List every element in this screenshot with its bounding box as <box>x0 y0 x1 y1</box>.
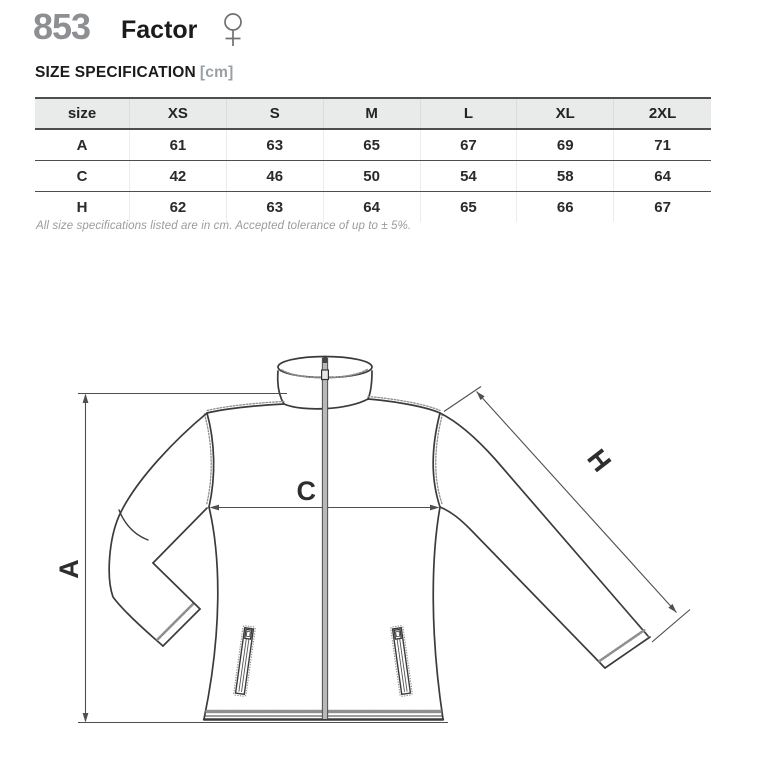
cell-value: 42 <box>130 161 227 191</box>
cell-value: 66 <box>517 192 614 222</box>
cell-value: 54 <box>421 161 518 191</box>
dimension-lines <box>78 387 690 723</box>
row-label: A <box>35 130 130 160</box>
table-row-c <box>35 161 711 192</box>
jacket-measurement-diagram <box>0 330 761 780</box>
col-header-xs: XS <box>130 99 227 128</box>
cell-value: 50 <box>324 161 421 191</box>
cell-value: 69 <box>517 130 614 160</box>
col-header-size: size <box>35 99 130 128</box>
right-pocket-zipper <box>390 625 412 696</box>
col-header-m: M <box>324 99 421 128</box>
dimension-a <box>78 394 448 723</box>
cell-value: 62 <box>130 192 227 222</box>
jacket-outline <box>109 357 650 720</box>
section-unit: [cm] <box>199 64 234 81</box>
col-header-xl: XL <box>517 99 614 128</box>
cell-value: 46 <box>227 161 324 191</box>
dimension-label-a: A <box>54 559 84 579</box>
cell-value: 67 <box>421 130 518 160</box>
table-header-row <box>35 99 711 130</box>
col-header-l: L <box>421 99 518 128</box>
dimension-h <box>444 387 690 643</box>
left-sleeve <box>109 413 207 646</box>
size-table <box>35 97 711 222</box>
product-name: Factor <box>121 16 198 44</box>
front-zipper <box>322 357 329 719</box>
row-label: C <box>35 161 130 191</box>
section-title <box>35 64 233 82</box>
zipper-slider <box>322 370 329 380</box>
cell-value: 63 <box>227 130 324 160</box>
row-label: H <box>35 192 130 222</box>
female-icon <box>221 10 247 48</box>
cell-value: 61 <box>130 130 227 160</box>
right-sleeve <box>440 413 650 668</box>
cell-value: 71 <box>654 136 671 154</box>
cell-value: 58 <box>517 161 614 191</box>
cell-value: 64 <box>654 167 671 185</box>
tolerance-note: All size specifications listed are in cm. Accepted tolerance of up to ± 5%. <box>36 220 412 232</box>
col-header-2xl: 2XL <box>648 105 677 122</box>
dimension-label-c: C <box>296 476 316 506</box>
cell-value: 63 <box>227 192 324 222</box>
cell-value: 65 <box>324 130 421 160</box>
cell-value: 65 <box>421 192 518 222</box>
left-pocket-zipper <box>233 625 255 696</box>
cell-value: 67 <box>654 198 671 216</box>
dimension-label-h: H <box>581 443 617 478</box>
col-header-s: S <box>227 99 324 128</box>
table-row-h <box>35 192 711 222</box>
table-row-a <box>35 130 711 161</box>
cell-value: 64 <box>324 192 421 222</box>
section-title-text: SIZE SPECIFICATION <box>35 64 196 81</box>
product-code: 853 <box>33 6 91 47</box>
